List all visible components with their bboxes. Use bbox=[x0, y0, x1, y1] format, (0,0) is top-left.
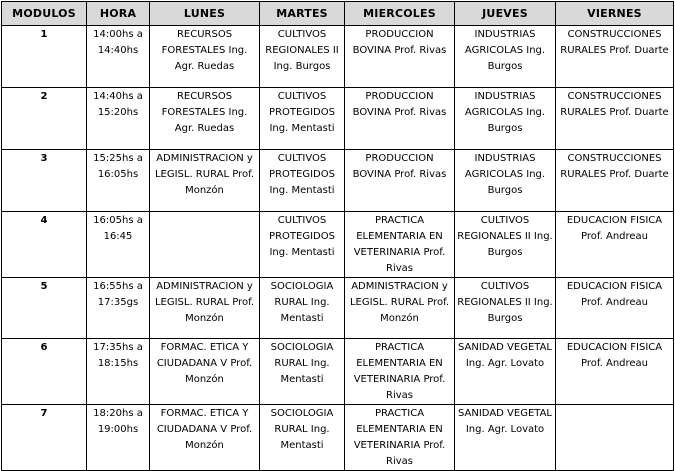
miercoles-cell: PRACTICA ELEMENTARIA EN VETERINARIA Prof. Rivas bbox=[345, 405, 455, 471]
martes-cell: SOCIOLOGIA RURAL Ing. Mentasti bbox=[260, 278, 345, 339]
hora-cell: 14:40hs a 15:20hs bbox=[87, 88, 150, 150]
lunes-cell: ADMINISTRACION y LEGISL. RURAL Prof. Monzón bbox=[150, 150, 260, 212]
jueves-cell: INDUSTRIAS AGRICOLAS Ing. Burgos bbox=[455, 26, 556, 88]
hora-cell: 16:05hs a 16:45 bbox=[87, 212, 150, 278]
viernes-cell: CONSTRUCCIONES RURALES Prof. Duarte bbox=[556, 88, 674, 150]
viernes-cell: CONSTRUCCIONES RURALES Prof. Duarte bbox=[556, 150, 674, 212]
miercoles-cell: PRACTICA ELEMENTARIA EN VETERINARIA Prof. Rivas bbox=[345, 339, 455, 405]
header-hora: HORA bbox=[87, 2, 150, 26]
lunes-cell: ADMINISTRACION y LEGISL. RURAL Prof. Monzón bbox=[150, 278, 260, 339]
header-miercoles: MIERCOLES bbox=[345, 2, 455, 26]
viernes-cell: EDUCACION FISICA Prof. Andreau bbox=[556, 278, 674, 339]
header-row bbox=[2, 2, 674, 26]
martes-cell: CULTIVOS PROTEGIDOS Ing. Mentasti bbox=[260, 88, 345, 150]
lunes-cell: RECURSOS FORESTALES Ing. Agr. Ruedas bbox=[150, 26, 260, 88]
modulo-number: 3 bbox=[2, 150, 87, 212]
header-martes: MARTES bbox=[260, 2, 345, 26]
jueves-cell: INDUSTRIAS AGRICOLAS Ing. Burgos bbox=[455, 150, 556, 212]
modulo-number: 6 bbox=[2, 339, 87, 405]
lunes-cell: FORMAC. ETICA Y CIUDADANA V Prof. Monzón bbox=[150, 405, 260, 471]
jueves-cell: SANIDAD VEGETAL Ing. Agr. Lovato bbox=[455, 339, 556, 405]
miercoles-cell: ADMINISTRACION y LEGISL. RURAL Prof. Monzón bbox=[345, 278, 455, 339]
miercoles-cell: PRACTICA ELEMENTARIA EN VETERINARIA Prof. Rivas bbox=[345, 212, 455, 278]
miercoles-cell: PRODUCCION BOVINA Prof. Rivas bbox=[345, 26, 455, 88]
table-row bbox=[2, 339, 674, 405]
table-row bbox=[2, 26, 674, 88]
martes-cell: SOCIOLOGIA RURAL Ing. Mentasti bbox=[260, 339, 345, 405]
hora-cell: 15:25hs a 16:05hs bbox=[87, 150, 150, 212]
header-viernes: VIERNES bbox=[556, 2, 674, 26]
modulo-number: 2 bbox=[2, 88, 87, 150]
table-row bbox=[2, 405, 674, 471]
jueves-cell: SANIDAD VEGETAL Ing. Agr. Lovato bbox=[455, 405, 556, 471]
martes-cell: CULTIVOS PROTEGIDOS Ing. Mentasti bbox=[260, 150, 345, 212]
viernes-cell bbox=[556, 405, 674, 471]
jueves-cell: CULTIVOS REGIONALES II Ing. Burgos bbox=[455, 278, 556, 339]
lunes-cell: FORMAC. ETICA Y CIUDADANA V Prof. Monzón bbox=[150, 339, 260, 405]
table-row bbox=[2, 88, 674, 150]
header-jueves: JUEVES bbox=[455, 2, 556, 26]
viernes-cell: EDUCACION FISICA Prof. Andreau bbox=[556, 212, 674, 278]
hora-cell: 18:20hs a 19:00hs bbox=[87, 405, 150, 471]
modulo-number: 1 bbox=[2, 26, 87, 88]
lunes-cell bbox=[150, 212, 260, 278]
viernes-cell: EDUCACION FISICA Prof. Andreau bbox=[556, 339, 674, 405]
table-row bbox=[2, 278, 674, 339]
modulo-number: 5 bbox=[2, 278, 87, 339]
modulo-number: 7 bbox=[2, 405, 87, 471]
table-row bbox=[2, 212, 674, 278]
martes-cell: CULTIVOS PROTEGIDOS Ing. Mentasti bbox=[260, 212, 345, 278]
hora-cell: 14:00hs a 14:40hs bbox=[87, 26, 150, 88]
miercoles-cell: PRODUCCION BOVINA Prof. Rivas bbox=[345, 150, 455, 212]
viernes-cell: CONSTRUCCIONES RURALES Prof. Duarte bbox=[556, 26, 674, 88]
table-row bbox=[2, 150, 674, 212]
lunes-cell: RECURSOS FORESTALES Ing. Agr. Ruedas bbox=[150, 88, 260, 150]
schedule-table bbox=[1, 1, 674, 471]
hora-cell: 16:55hs a 17:35gs bbox=[87, 278, 150, 339]
miercoles-cell: PRODUCCION BOVINA Prof. Rivas bbox=[345, 88, 455, 150]
modulo-number: 4 bbox=[2, 212, 87, 278]
martes-cell: SOCIOLOGIA RURAL Ing. Mentasti bbox=[260, 405, 345, 471]
header-lunes: LUNES bbox=[150, 2, 260, 26]
jueves-cell: INDUSTRIAS AGRICOLAS Ing. Burgos bbox=[455, 88, 556, 150]
jueves-cell: CULTIVOS REGIONALES II Ing. Burgos bbox=[455, 212, 556, 278]
hora-cell: 17:35hs a 18:15hs bbox=[87, 339, 150, 405]
header-modulos: MODULOS bbox=[2, 2, 87, 26]
martes-cell: CULTIVOS REGIONALES II Ing. Burgos bbox=[260, 26, 345, 88]
